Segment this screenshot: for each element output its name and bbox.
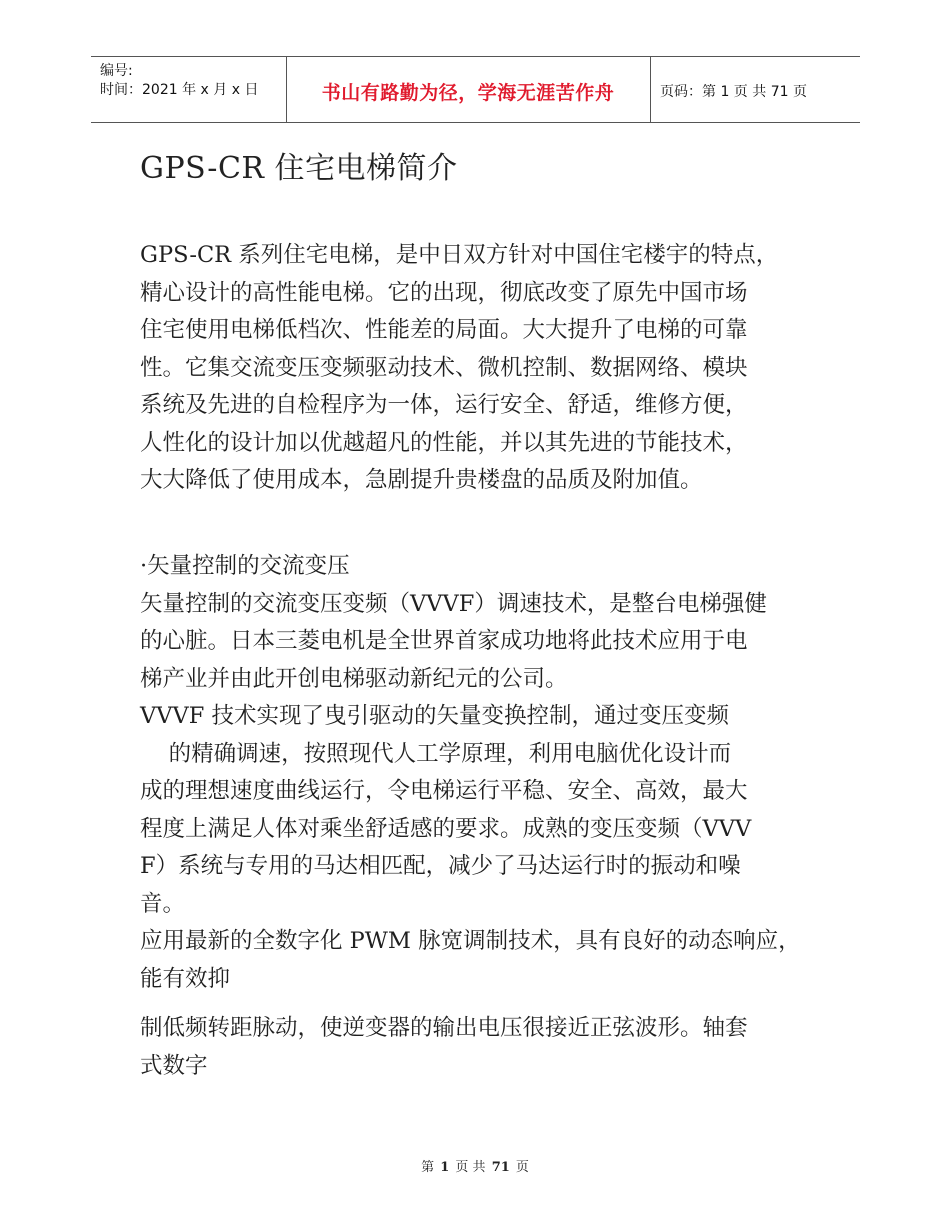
section-paragraph [140,548,840,998]
text-line: VVVF 技术实现了曳引驱动的矢量变换控制，通过变压变频 [140,703,730,729]
header-number-label: 编号: [100,63,133,79]
text-line: 精心设计的高性能电梯。它的出现，彻底改变了原先中国市场 [140,279,748,306]
footer-total-pages: 71 [491,1160,510,1175]
header-divider-right [650,56,651,122]
text-line: GPS-CR 系列住宅电梯，是中日双方针对中国住宅楼宇的特点， [140,242,779,268]
text-line: 大大降低了使用成本，急剧提升贵楼盘的品质及附加值。 [140,467,703,493]
intro-paragraph [140,237,840,500]
header-time-label: 时间：2021 年 x 月 x 日 [100,82,259,98]
section-heading: ·矢量控制的交流变压 [140,553,350,579]
text-line: 矢量控制的交流变压变频（VVVF）调速技术，是整台电梯强健 [140,590,767,617]
footer-suffix: 页 [515,1160,529,1175]
text-line: F）系统与专用的马达相匹配，减少了马达运行时的振动和噪 [140,853,741,879]
text-line: 住宅使用电梯低档次、性能差的局面。大大提升了电梯的可靠 [140,317,748,343]
header-page-label: 页码：第 1 页 共 71 页 [660,84,807,100]
text-line: 式数字 [140,1052,208,1079]
text-line: 应用最新的全数字化 PWM 脉宽调制技术，具有良好的动态响应， [140,928,801,954]
header-motto: 书山有路勤为径，学海无涯苦作舟 [321,82,615,104]
text-line: 梯产业并由此开创电梯驱动新纪元的公司。 [140,665,568,692]
footer-mid: 页 共 [455,1160,486,1175]
text-line: 人性化的设计加以优越超凡的性能，并以其先进的节能技术， [140,429,748,456]
text-line: 程度上满足人体对乘坐舒适感的要求。成熟的变压变频（VVV [140,815,752,842]
text-line: 的精确调速，按照现代人工学原理，利用电脑优化设计而 [140,740,732,767]
text-line: 系统及先进的自检程序为一体，运行安全、舒适，维修方便， [140,392,748,418]
header-bottom-rule [91,122,860,123]
text-line: 性。它集交流变压变频驱动技术、微机控制、数据网络、模块 [140,354,748,381]
page-title: GPS-CR 住宅电梯简介 [140,151,458,186]
text-line: 音。 [140,890,186,917]
tail-paragraph [140,1010,840,1085]
footer-prefix: 第 [421,1160,435,1175]
header-top-rule [91,56,860,57]
text-line: 的心脏。日本三菱电机是全世界首家成功地将此技术应用于电 [140,628,748,654]
text-line: 制低频转距脉动，使逆变器的输出电压很接近正弦波形。轴套 [140,1015,748,1041]
page-footer [0,1156,950,1175]
footer-page-number: 1 [440,1160,450,1175]
text-line: 成的理想速度曲线运行，令电梯运行平稳、安全、高效，最大 [140,778,748,804]
text-line: 能有效抑 [140,965,231,992]
